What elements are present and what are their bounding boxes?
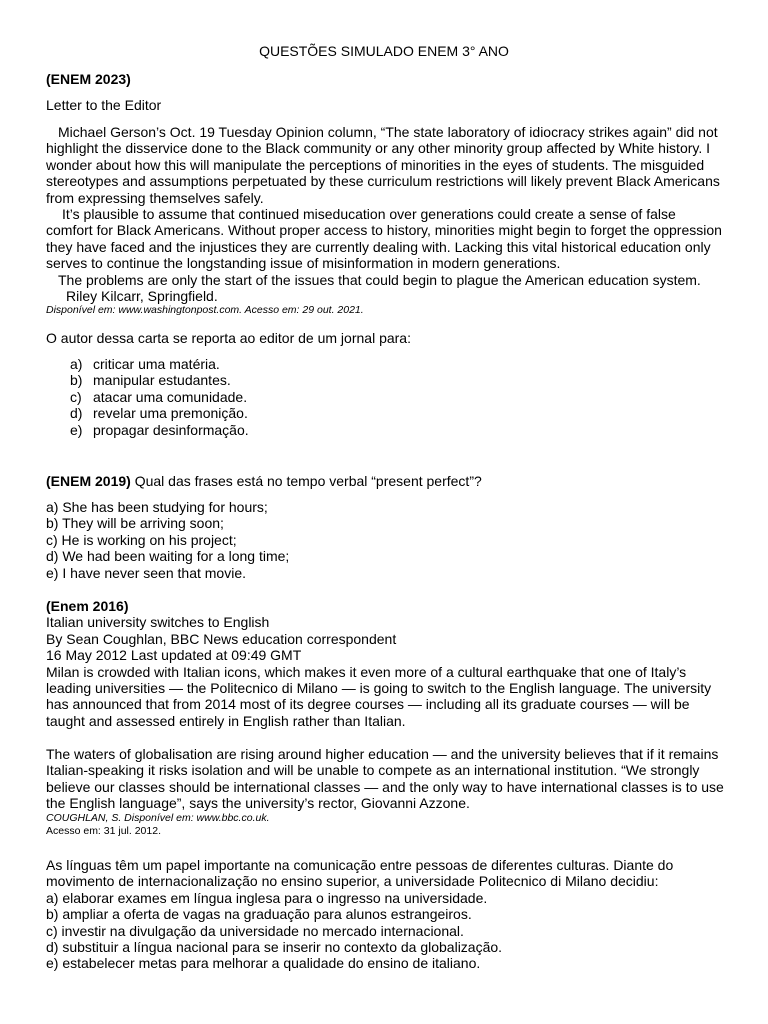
- q2-option-a[interactable]: a) She has been studying for hours;: [46, 499, 268, 515]
- option-letter: d): [70, 405, 83, 422]
- q3-source: COUGHLAN, S. Disponível em: www.bbc.co.uk.: [46, 811, 270, 824]
- q3-paragraph-1: Milan is crowded with Italian icons, which makes it even more of a cultural earthquake that one of Italy’s leading universities — the Politecnico di Milano — is going to switch to the English language. The university has announced that from 2014 most of its degree courses — including all its graduate courses — will be taught and assessed entirely in English rather than Italian.: [46, 663, 712, 729]
- q3-paragraph-2: The waters of globalisation are rising around higher education — and the university believes that if it remains Italian-speaking it risks isolation and will be unable to compete as an international institution. “We strongly believe our classes should be international classes — and the only way to have international classes is to use the English language”, says the university’s rector, Giovanni Azzone.: [46, 746, 724, 812]
- q3-tag: (Enem 2016): [46, 598, 129, 614]
- q3-access: Acesso em: 31 jul. 2012.: [46, 824, 161, 837]
- q1-signature: Riley Kilcarr, Springfield.: [66, 288, 218, 305]
- q2-option-c[interactable]: c) He is working on his project;: [46, 531, 237, 548]
- q1-option-d[interactable]: [46, 405, 726, 421]
- q3-option-c[interactable]: c) investir na divulgação da universidade no mercado internacional.: [46, 922, 464, 939]
- q1-letter-body: [46, 124, 726, 317]
- q3-article: [46, 598, 726, 729]
- option-letter: b): [70, 372, 83, 389]
- q1-tag: (ENEM 2023): [46, 71, 131, 87]
- q1-question: O autor dessa carta se reporta ao editor de um jornal para:: [46, 330, 411, 346]
- option-letter: c): [70, 388, 82, 405]
- q3-byline: By Sean Coughlan, BBC News education correspondent: [46, 630, 397, 647]
- q2-option-d[interactable]: d) We had been waiting for a long time;: [46, 548, 290, 565]
- q1-paragraph: Michael Gerson’s Oct. 19 Tuesday Opinion column, “The state laboratory of idiocracy strikes again” did not highlight the disservice done to the Black community or any other minority group affected by White history. I wonder about how this will manipulate the perceptions of minorities in the eyes of students. The misguided stereotypes and assumptions perpetuated by these curriculum restrictions will likely prevent Black Americans from expressing themselves safely.: [46, 124, 720, 206]
- option-text: revelar uma premonição.: [93, 405, 248, 422]
- q3-question: As línguas têm um papel importante na comunicação entre pessoas de diferentes culturas. Diante do movimento de internacionalização no ensino superior, a universidade Politecnico di Milano decidiu:: [46, 857, 674, 890]
- q3-dateline: 16 May 2012 Last updated at 09:49 GMT: [46, 647, 302, 664]
- q1-option-e[interactable]: [46, 422, 726, 438]
- option-letter: e): [70, 421, 83, 438]
- q1-heading: Letter to the Editor: [46, 97, 162, 113]
- option-text: atacar uma comunidade.: [93, 388, 248, 405]
- q3-option-a[interactable]: a) elaborar exames em língua inglesa para o ingresso na universidade.: [46, 889, 488, 906]
- q2-question: Qual das frases está no tempo verbal “present perfect”?: [130, 473, 482, 489]
- q1-options: [46, 356, 726, 438]
- q3-headline: Italian university switches to English: [46, 614, 270, 631]
- option-text: propagar desinformação.: [93, 421, 249, 438]
- q1-option-a[interactable]: [46, 356, 726, 372]
- q1-paragraph: The problems are only the start of the issues that could begin to plague the American education system.: [58, 271, 701, 288]
- q1-option-c[interactable]: [46, 389, 726, 405]
- q2-option-b[interactable]: b) They will be arriving soon;: [46, 515, 224, 532]
- q1-paragraph: It’s plausible to assume that continued miseducation over generations could create a sense of false comfort for Black Americans. Without proper access to history, minorities might begin to forget the oppression they have faced and the injustices they are currently dealing with. Lacking this vital historical education only serves to continue the longstanding issue of misinformation in modern generations.: [46, 206, 722, 272]
- q1-option-b[interactable]: [46, 372, 726, 388]
- q3-option-e[interactable]: e) estabelecer metas para melhorar a qualidade do ensino de italiano.: [46, 955, 481, 972]
- q2-options: [46, 499, 726, 581]
- page-title: QUESTÕES SIMULADO ENEM 3° ANO: [259, 43, 509, 59]
- q2-option-e[interactable]: e) I have never seen that movie.: [46, 564, 246, 581]
- q2-prompt: [46, 473, 726, 489]
- option-letter: a): [70, 356, 83, 372]
- option-text: criticar uma matéria.: [93, 356, 220, 372]
- q3-option-b[interactable]: b) ampliar a oferta de vagas na graduação para alunos estrangeiros.: [46, 906, 472, 923]
- q2-tag: (ENEM 2019): [46, 473, 131, 489]
- q3-question-block: [46, 857, 726, 972]
- q1-source: Disponível em: www.washingtonpost.com. Acesso em: 29 out. 2021.: [46, 304, 364, 317]
- q3-article-cont: [46, 746, 726, 838]
- q3-option-d[interactable]: d) substituir a língua nacional para se inserir no contexto da globalização.: [46, 939, 503, 956]
- option-text: manipular estudantes.: [93, 372, 231, 389]
